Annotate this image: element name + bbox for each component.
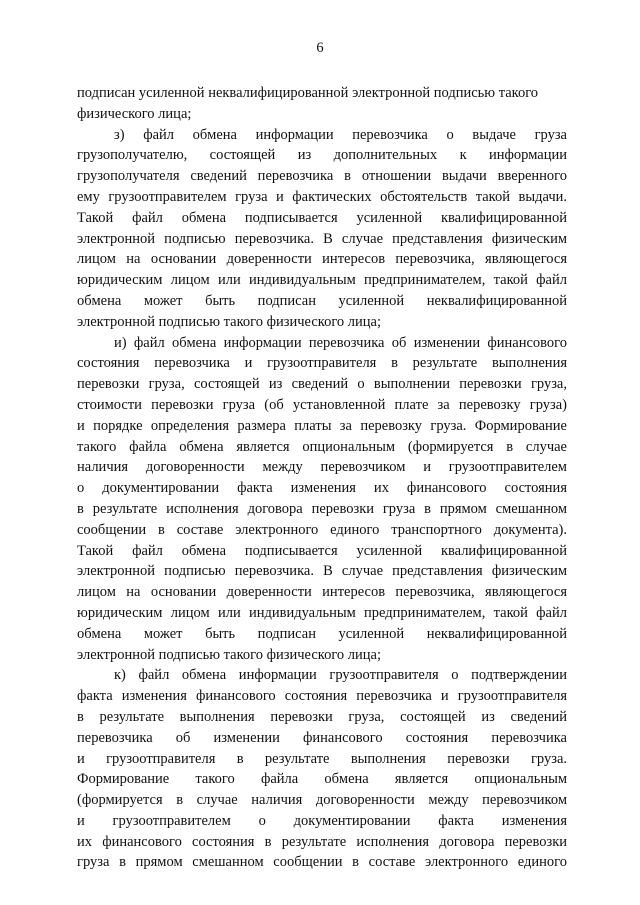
text-line: Такой файл обмена подписывается усиленной квалифицированной: [77, 209, 567, 226]
text-line: наличия договоренности между перевозчиком и грузоотправителем: [77, 459, 567, 476]
paragraph-first-line: з) файл обмена информации перевозчика о выдаче груза: [114, 126, 567, 143]
text-line: лицом на основании доверенности интересов перевозчика, являющегося: [77, 584, 567, 601]
body-text: [77, 83, 567, 873]
text-line: и грузоотправителя в результате выполнения перевозки груза.: [77, 750, 567, 767]
text-line: перевозки груза, состоящей из сведений о выполнении перевозки груза,: [77, 376, 567, 393]
text-line: юридическим лицом или индивидуальным предпринимателем, такой файл: [77, 604, 567, 621]
text-line: ему грузоотправителем груза и фактических обстоятельств такой выдачи.: [77, 188, 567, 205]
text-line: физического лица;: [77, 105, 192, 122]
text-line: о документировании факта изменения их финансового состояния: [77, 480, 567, 497]
text-line: Формирование такого файла обмена является опциональным: [77, 771, 567, 788]
text-line: перевозчика об изменении финансового состояния перевозчика: [77, 729, 567, 746]
text-line: груза в прямом смешанном сообщении в составе электронного единого: [77, 854, 567, 871]
text-line: грузополучателя сведений перевозчика в отношении выдачи вверенного: [77, 168, 567, 185]
text-line: обмена может быть подписан усиленной неквалифицированной: [77, 625, 567, 642]
text-line: подписан усиленной неквалифицированной электронной подписью такого: [77, 85, 539, 101]
text-line: факта изменения финансового состояния перевозчика и грузоотправителя: [77, 688, 567, 705]
text-line: электронной подписью такого физического лица;: [77, 313, 382, 330]
text-line: в результате выполнения перевозки груза, состоящей из сведений: [77, 708, 567, 725]
page-number: 6: [316, 40, 324, 56]
text-line: Такой файл обмена подписывается усиленной квалифицированной: [77, 542, 567, 559]
paragraph-first-line: к) файл обмена информации грузоотправителя о подтверждении: [114, 667, 567, 684]
text-line: состояния перевозчика и грузоотправителя в результате выполнения: [77, 355, 567, 372]
text-line: электронной подписью такого физического лица;: [77, 646, 382, 663]
text-line: юридическим лицом или индивидуальным предпринимателем, такой файл: [77, 272, 567, 289]
text-line: их финансового состояния в результате исполнения договора перевозки: [77, 833, 567, 850]
text-line: лицом на основании доверенности интересов перевозчика, являющегося: [77, 251, 567, 268]
text-line: и грузоотправителем о документировании факта изменения: [77, 812, 567, 829]
text-line: в результате исполнения договора перевозки груза в прямом смешанном: [77, 500, 567, 517]
text-line: такого файла обмена является опциональным (формируется в случае: [77, 438, 567, 455]
text-line: стоимости перевозки груза (об установленной плате за перевозку груза): [77, 396, 567, 413]
text-line: электронной подписью перевозчика. В случае представления физическим: [77, 563, 567, 580]
text-line: обмена может быть подписан усиленной неквалифицированной: [77, 292, 567, 309]
text-line: электронной подписью перевозчика. В случае представления физическим: [77, 230, 567, 247]
text-line: и порядке определения размера платы за перевозку груза. Формирование: [77, 417, 567, 434]
paragraph-first-line: и) файл обмена информации перевозчика об изменении финансового: [114, 334, 567, 351]
text-line: (формируется в случае наличия договоренности между перевозчиком: [77, 792, 567, 809]
text-line: сообщении в составе электронного единого транспортного документа).: [77, 521, 567, 538]
text-line: грузополучателю, состоящей из дополнительных к информации: [77, 147, 567, 164]
